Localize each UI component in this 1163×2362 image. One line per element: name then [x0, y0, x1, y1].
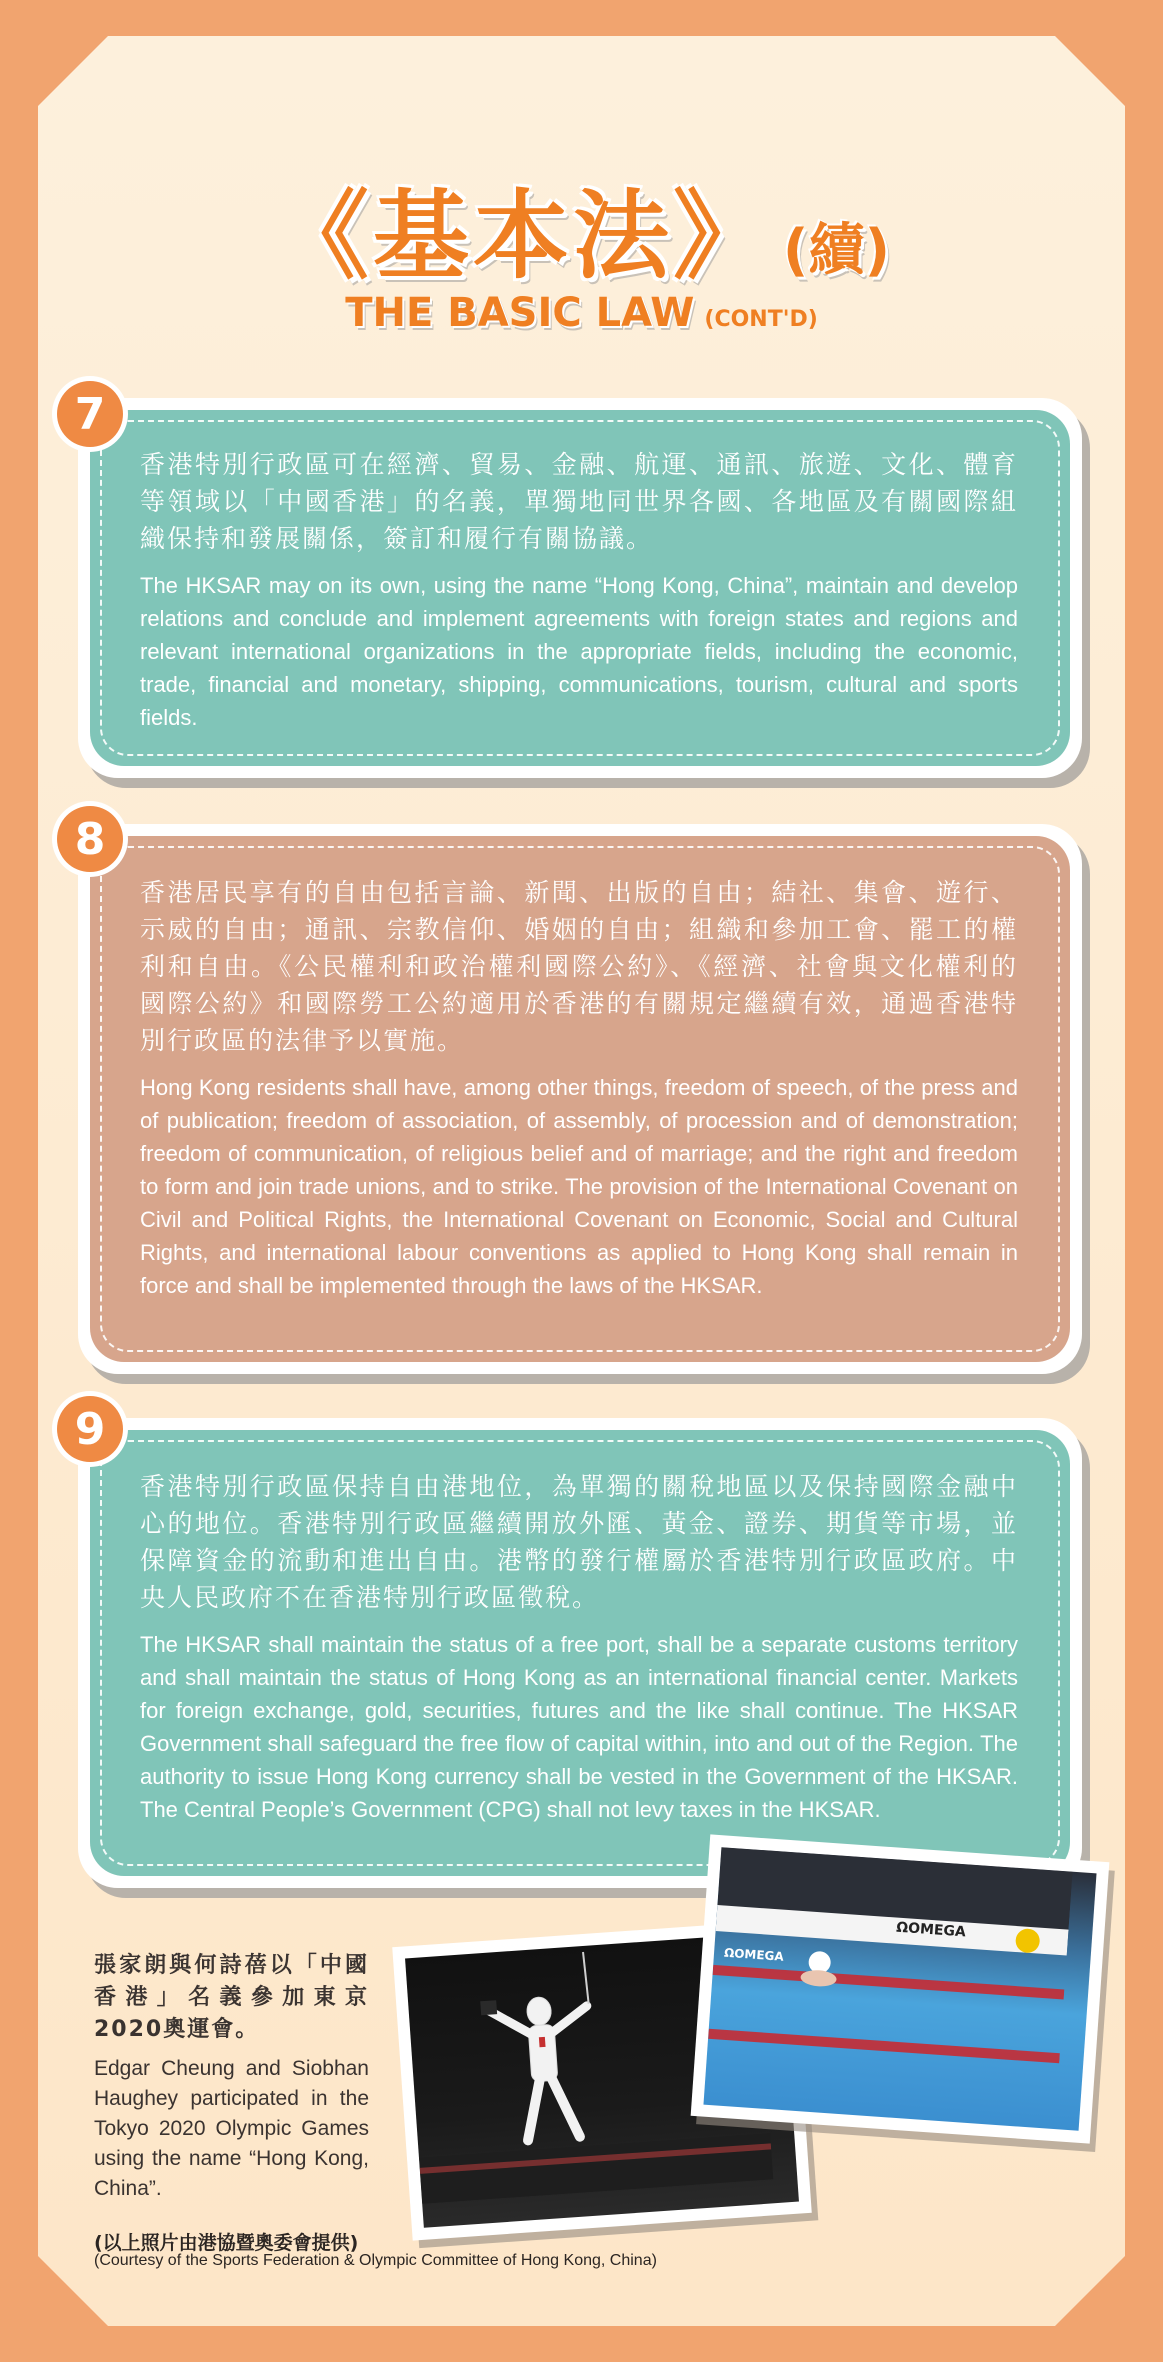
photo-credit-en: (Courtesy of the Sports Federation & Olympic Committee of Hong Kong, China) — [94, 2252, 657, 2269]
title-en-cont: (CONT'D) — [704, 307, 818, 332]
article-card-8 — [78, 824, 1082, 1374]
title-zh-main: 《基本法》 — [272, 180, 773, 292]
title-en-main: THE BASIC LAW — [345, 290, 695, 336]
article-number-badge-7: 7 — [57, 381, 123, 447]
title-zh-cont: (續) — [782, 218, 891, 283]
page-title-en — [0, 290, 1163, 336]
article-7-text — [140, 446, 1018, 734]
article-card-7-fill — [90, 410, 1070, 766]
article-9-en: The HKSAR shall maintain the status of a free port, shall be a separate customs territory and shall maintain the status of Hong Kong as an international financial center. Markets for foreign exchange, gold, securities, futures and the like shall continue. The HKSAR Government shall safeguard the free flow of capital within, into and out of the Region. The authority to issue Hong Kong currency shall be vested in the Government of the HKSAR. The Central People’s Government (CPG) shall not levy taxes in the HKSAR. — [140, 1632, 1018, 1822]
article-number-badge-8: 8 — [57, 806, 123, 872]
article-9-zh: 香港特別行政區保持自由港地位，為單獨的關稅地區以及保持國際金融中心的地位。香港特別行政區繼續開放外匯、黃金、證券、期貨等市場，並保障資金的流動和進出自由。港幣的發行權屬於香港特別行政區政府。中央人民政府不在香港特別行政區徵稅。 — [140, 1472, 1018, 1612]
article-card-9-fill — [90, 1430, 1070, 1876]
omega-logo-2: ΩOMEGA — [723, 1945, 785, 1964]
article-7-zh: 香港特別行政區可在經濟、貿易、金融、航運、通訊、旅遊、文化、體育等領域以「中國香港」的名義，單獨地同世界各國、各地區及有關國際組織保持和發展關係，簽訂和履行有關協議。 — [140, 450, 1018, 553]
swimming-photo — [691, 1834, 1110, 2143]
omega-logo-1: ΩOMEGA — [895, 1919, 967, 1941]
article-card-7 — [78, 398, 1082, 778]
article-7-en: The HKSAR may on its own, using the name “Hong Kong, China”, maintain and develop relations and conclude and implement agreements with foreign states and regions and relevant international organizations in the appropriate fields, including the economic, trade, financial and monetary, shipping, communications, tourism, cultural and sports fields. — [140, 573, 1018, 730]
swimmer-figure-icon — [705, 1847, 1072, 2105]
article-8-zh: 香港居民享有的自由包括言論、新聞、出版的自由；結社、集會、遊行、示威的自由；通訊、宗教信仰、婚姻的自由；組織和參加工會、罷工的權利和自由。《公民權利和政治權利國際公約》、《經濟、社會與文化權利的國際公約》和國際勞工公約適用於香港的有關規定繼續有效，通過香港特別行政區的法律予以實施。 — [140, 878, 1018, 1055]
article-number-badge-9: 9 — [57, 1396, 123, 1462]
photo-credit-zh: (以上照片由港協暨奧委會提供) — [94, 2232, 359, 2254]
article-card-8-fill — [90, 836, 1070, 1362]
photo-caption-en: Edgar Cheung and Siobhan Haughey participated in the Tokyo 2020 Olympic Games using the name “Hong Kong, China”. — [94, 2057, 369, 2200]
page-title-zh — [0, 160, 1163, 297]
article-8-text — [140, 874, 1018, 1302]
swimming-photo-image — [703, 1847, 1096, 2131]
article-8-en: Hong Kong residents shall have, among other things, freedom of speech, of the press and of publication; freedom of association, of assembly, of procession and of demonstration; freedom of communication, of religious belief and of marriage; and the right and freedom to form and join trade unions, and to strike. The provision of the International Covenant on Civil and Political Rights, the International Covenant on Economic, Social and Cultural Rights, and international labour conventions as applied to Hong Kong shall remain in force and shall be implemented through the laws of the HKSAR. — [140, 1075, 1018, 1298]
article-card-9 — [78, 1418, 1082, 1888]
photo-caption-zh: 張家朗與何詩蓓以「中國香港」名義參加東京2020奧運會。 — [94, 1953, 369, 2042]
article-9-text — [140, 1468, 1018, 1826]
